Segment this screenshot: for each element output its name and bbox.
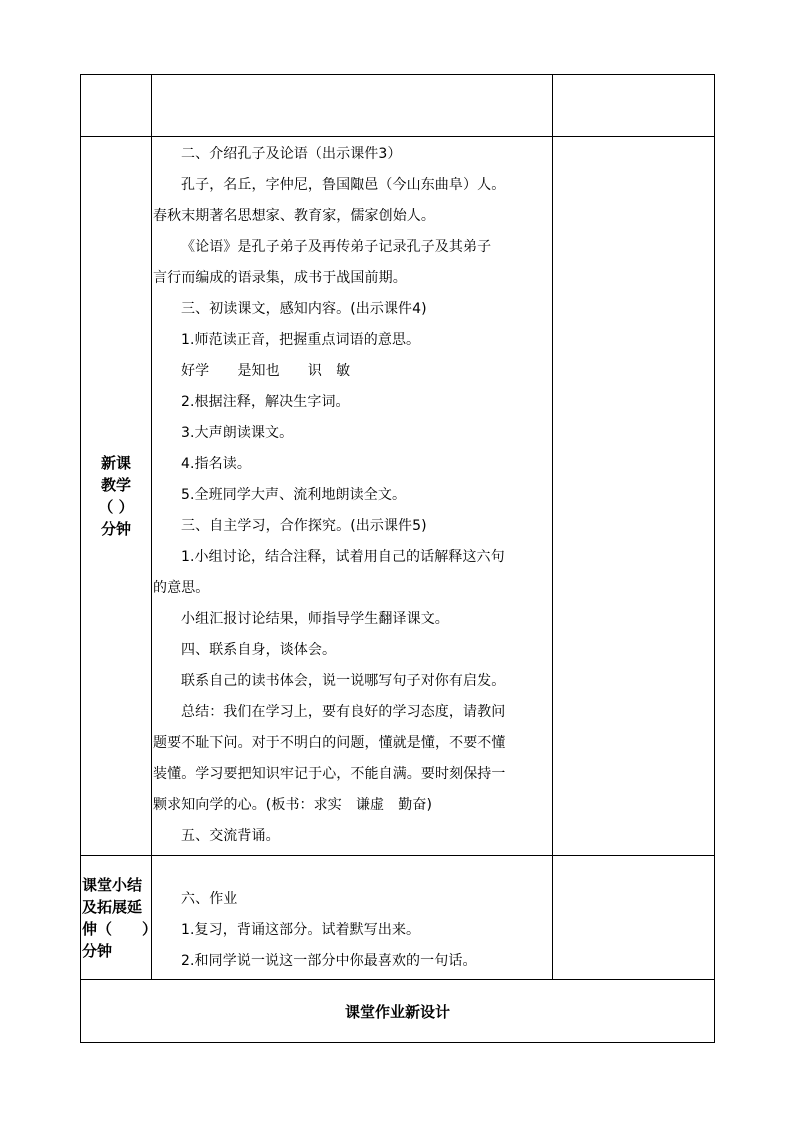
text-line: 1.复习，背诵这部分。试着默写出来。 <box>181 922 421 938</box>
section-heading: 五、交流背诵。 <box>181 828 280 844</box>
text-line: 5.全班同学大声、流利地朗读全文。 <box>181 487 407 503</box>
teaching-notes-cell <box>553 137 715 856</box>
text-line: 春秋末期著名思想家、教育家，儒家创始人。 <box>153 208 435 224</box>
text-line: 1.小组讨论，结合注释，试着用自己的话解释这六句 <box>181 549 505 565</box>
summary-label-cell <box>81 856 158 980</box>
homework-design-row <box>81 980 715 1043</box>
summary-label-line: 课堂小结 <box>82 875 143 894</box>
summary-content-cell <box>152 856 553 980</box>
text-line: 总结：我们在学习上，要有良好的学习态度，请教问 <box>181 704 506 720</box>
top-empty-row <box>81 75 715 137</box>
section-heading: 六、作业 <box>181 891 238 907</box>
homework-design-title: 课堂作业新设计 <box>81 980 715 1043</box>
text-line: 4.指名读。 <box>181 456 251 472</box>
text-line: 装懂。学习要把知识牢记于心，不能自满。要时刻保持一 <box>153 766 506 782</box>
text-line: 2.和同学说一说这一部分中你最喜欢的一句话。 <box>181 953 477 969</box>
empty-content-cell <box>152 75 553 137</box>
summary-label-line: 伸（ ） <box>82 919 158 938</box>
teaching-content-cell <box>152 137 553 856</box>
section-heading: 三、初读课文，感知内容。(出示课件4) <box>181 301 427 317</box>
teaching-label-line: 新课 <box>100 454 131 472</box>
text-line: 3.大声朗读课文。 <box>181 425 294 441</box>
summary-notes-cell <box>553 856 715 980</box>
teaching-row <box>81 137 715 856</box>
text-line: 孔子，名丘，字仲尼，鲁国陬邑（今山东曲阜）人。 <box>181 177 506 193</box>
section-heading: 四、联系自身，谈体会。 <box>181 642 337 658</box>
teaching-label-line: 教学 <box>100 476 131 494</box>
text-line: 1.师范读正音，把握重点词语的意思。 <box>181 332 421 348</box>
teaching-label-cell <box>81 137 152 856</box>
teaching-label-line: （ ） <box>98 498 134 516</box>
text-line: 言行而编成的语录集，成书于战国前期。 <box>153 270 407 286</box>
text-line: 《论语》是孔子弟子及再传弟子记录孔子及其弟子 <box>181 239 492 255</box>
text-line: 题要不耻下问。对于不明白的问题，懂就是懂，不要不懂 <box>153 735 506 751</box>
key-words-line: 好学 是知也 识 敏 <box>181 363 351 379</box>
text-line: 的意思。 <box>153 580 210 596</box>
empty-label-cell <box>81 75 152 137</box>
summary-label-line: 分钟 <box>82 941 113 960</box>
text-line: 2.根据注释，解决生字词。 <box>181 394 350 410</box>
empty-notes-cell <box>553 75 715 137</box>
summary-label-line: 及拓展延 <box>82 897 143 916</box>
text-line: 小组汇报讨论结果，师指导学生翻译课文。 <box>181 611 449 627</box>
section-heading: 三、自主学习，合作探究。(出示课件5) <box>181 518 427 534</box>
summary-row <box>81 856 715 980</box>
section-heading: 二、介绍孔子及论语（出示课件3） <box>181 146 402 162</box>
lesson-plan-table <box>80 74 715 1043</box>
text-line: 联系自己的读书体会，说一说哪写句子对你有启发。 <box>181 673 506 689</box>
teaching-label-line: 分钟 <box>100 520 131 538</box>
text-line: 颗求知向学的心。(板书：求实 谦虚 勤奋) <box>153 797 433 813</box>
